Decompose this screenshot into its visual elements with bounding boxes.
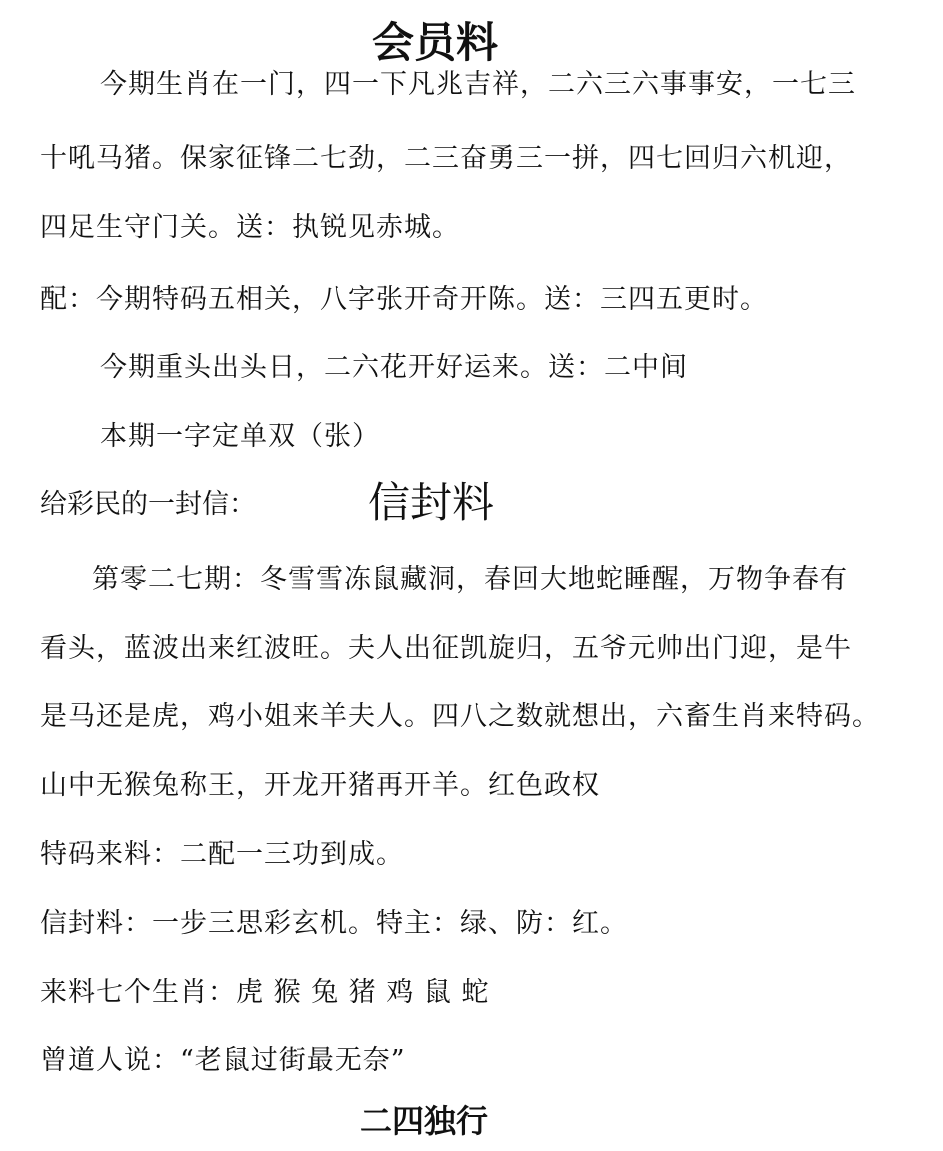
member-line-2: 十吼马猪。保家征锋二七劲，二三奋勇三一拼，四七回归六机迎， — [40, 143, 852, 174]
member-line-4: 配：今期特码五相关，八字张开奇开陈。送：三四五更时。 — [40, 284, 768, 315]
envelope-line-7: 来料七个生肖：虎 猴 兔 猪 鸡 鼠 蛇 — [40, 977, 490, 1008]
footer-title: 二四独行 — [360, 1102, 489, 1140]
letter-label: 给彩民的一封信： — [40, 489, 256, 520]
envelope-line-1: 第零二七期：冬雪雪冻鼠藏洞，春回大地蛇睡醒，万物争春有 — [92, 564, 848, 595]
envelope-line-4: 山中无猴兔称王，开龙开猪再开羊。红色政权 — [40, 770, 600, 801]
member-line-1: 今期生肖在一门，四一下凡兆吉祥，二六三六事事安，一七三 — [100, 69, 856, 100]
envelope-title: 信封料 — [368, 478, 495, 527]
envelope-line-2: 看头，蓝波出来红波旺。夫人出征凯旋归，五爷元帅出门迎，是牛 — [40, 633, 852, 664]
member-line-5: 今期重头出头日，二六花开好运来。送：二中间 — [100, 352, 688, 383]
envelope-line-6: 信封料：一步三思彩玄机。特主：绿、防：红。 — [40, 908, 628, 939]
envelope-line-5: 特码来料：二配一三功到成。 — [40, 839, 404, 870]
envelope-line-3: 是马还是虎，鸡小姐来羊夫人。四八之数就想出，六畜生肖来特码。 — [40, 701, 880, 732]
member-line-3: 四足生守门关。送：执锐见赤城。 — [40, 212, 460, 243]
member-title: 会员料 — [372, 18, 499, 67]
member-line-6: 本期一字定单双（张） — [100, 421, 380, 452]
envelope-line-8: 曾道人说：“老鼠过街最无奈” — [40, 1045, 406, 1076]
